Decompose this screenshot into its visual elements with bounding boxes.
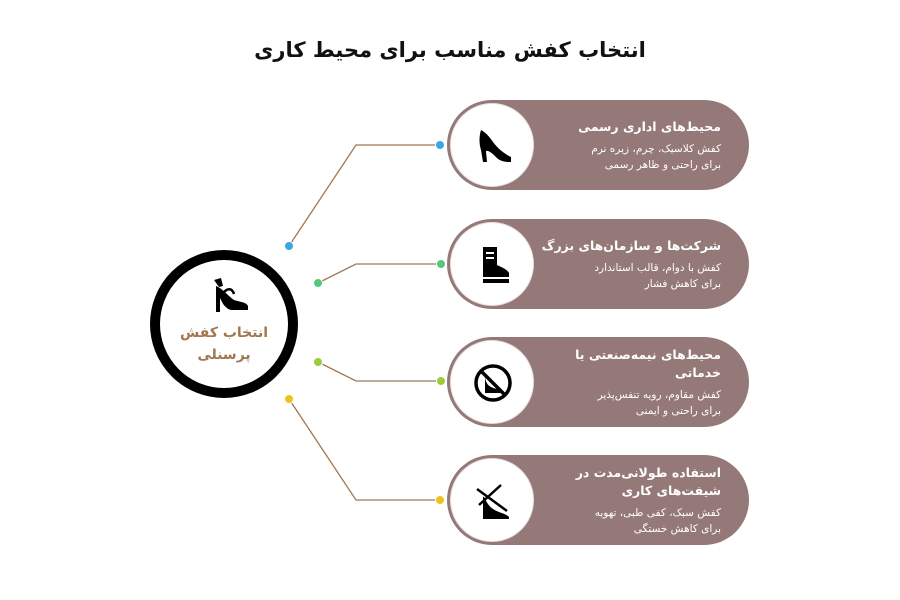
card-semi-industrial xyxy=(447,337,749,427)
connector-dot-end-2 xyxy=(437,260,446,269)
card-text xyxy=(541,455,721,545)
hub-label xyxy=(166,322,282,366)
card-heading: استفاده طولانی‌مدت در شیفت‌های کاری xyxy=(575,464,721,498)
hub-circle xyxy=(150,250,298,398)
card-description-line-2: برای راحتی و ظاهر رسمی xyxy=(604,158,721,171)
connector-line-2 xyxy=(318,264,441,283)
card-icon-circle xyxy=(450,340,534,424)
connector-dot-start-1 xyxy=(285,242,294,251)
card-heading: محیط‌های نیمه‌صنعتی یا خدماتی xyxy=(575,346,721,380)
card-icon-circle xyxy=(450,103,534,187)
high-heel-sandal-icon xyxy=(208,272,252,316)
no-heel-icon xyxy=(471,361,515,405)
connector-line-3 xyxy=(318,362,441,381)
boot-icon xyxy=(471,243,515,287)
card-description xyxy=(541,387,721,419)
card-description-line-1: کفش مقاوم، رویه تنفس‌پذیر xyxy=(597,388,721,401)
card-description-line-1: کفش سبک، کفی طبی، تهویه xyxy=(594,506,721,519)
card-description-line-1: کفش با دوام، قالب استاندارد xyxy=(594,261,721,274)
high-heel-pump-icon xyxy=(471,124,515,168)
hub-label-line-2: پرسنلی xyxy=(197,347,251,363)
connector-dot-end-1 xyxy=(436,141,445,150)
card-description xyxy=(541,505,721,537)
card-large-companies xyxy=(447,219,749,309)
card-text xyxy=(541,100,721,190)
hub-label-line-1: انتخاب کفش xyxy=(179,325,269,341)
card-icon-circle xyxy=(450,458,534,542)
card-description xyxy=(541,260,721,292)
card-formal-office xyxy=(447,100,749,190)
card-icon-circle xyxy=(450,222,534,306)
card-description-line-1: کفش کلاسیک، چرم، زیره نرم xyxy=(591,142,721,155)
page-title: انتخاب کفش مناسب برای محیط کاری xyxy=(254,38,646,62)
card-text xyxy=(541,337,721,427)
connector-dot-start-2 xyxy=(314,279,323,288)
connector-dot-end-4 xyxy=(436,496,445,505)
card-heading: محیط‌های اداری رسمی xyxy=(578,118,721,134)
card-description-line-2: برای کاهش خستگی xyxy=(633,522,721,535)
card-heading: شرکت‌ها و سازمان‌های بزرگ xyxy=(541,237,721,253)
connector-line-1 xyxy=(289,145,440,246)
connector-dot-start-3 xyxy=(314,358,323,367)
crossed-heel-icon xyxy=(471,479,515,523)
card-description-line-2: برای راحتی و ایمنی xyxy=(635,404,721,417)
card-description-line-2: برای کاهش فشار xyxy=(644,277,721,290)
card-long-shifts xyxy=(447,455,749,545)
card-text xyxy=(541,219,721,309)
card-description xyxy=(541,141,721,173)
connector-dot-start-4 xyxy=(285,395,294,404)
connector-dot-end-3 xyxy=(437,377,446,386)
connector-line-4 xyxy=(289,399,440,500)
